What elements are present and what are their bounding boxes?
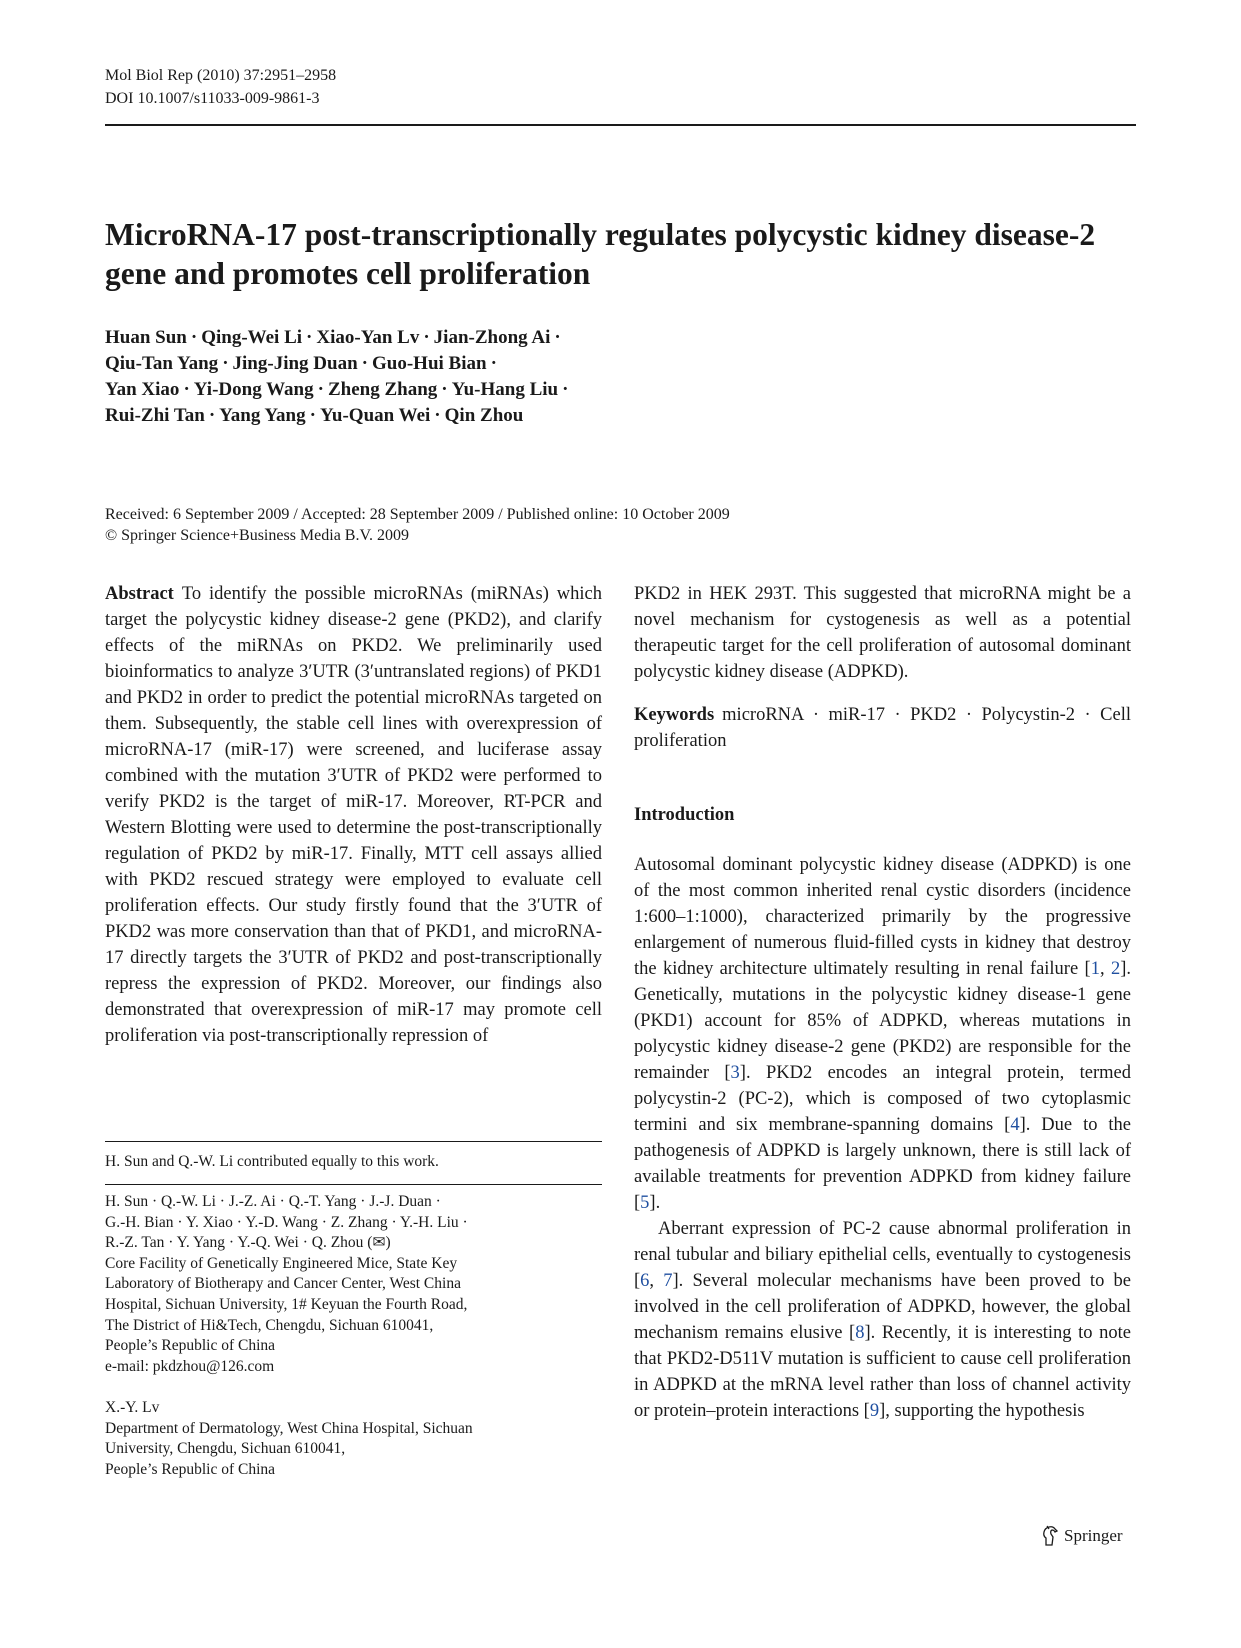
- author-name: Xiao-Yan Lv: [316, 327, 420, 348]
- author-separator: ·: [361, 353, 368, 374]
- author-separator: ·: [554, 327, 561, 348]
- footnote-rule: [105, 1184, 602, 1185]
- affiliation-line: G.-H. Bian · Y. Xiao · Y.-D. Wang · Z. Zhang · Y.-H. Liu ·: [105, 1213, 468, 1231]
- author-separator: ·: [309, 405, 316, 426]
- abstract-label: Abstract: [105, 584, 174, 604]
- introduction-heading: Introduction: [634, 805, 735, 825]
- author-name: Jing-Jing Duan: [232, 353, 358, 374]
- right-column: [634, 581, 1131, 1424]
- author-name: Yu-Hang Liu: [451, 379, 559, 400]
- reference-link[interactable]: 7: [663, 1271, 673, 1291]
- publisher-name: Springer: [1064, 1526, 1123, 1545]
- reference-link[interactable]: 2: [1110, 959, 1121, 979]
- author-name: Jian-Zhong Ai: [433, 327, 551, 348]
- author-separator: ·: [441, 379, 448, 400]
- author-name: Yi-Dong Wang: [193, 379, 314, 400]
- footnote-rule: [105, 1141, 602, 1142]
- publisher-logo: [1040, 1525, 1123, 1547]
- author-name: Yu-Quan Wei: [319, 405, 431, 426]
- author-separator: ·: [423, 327, 430, 348]
- author-name: Rui-Zhi Tan: [105, 405, 205, 426]
- journal-header: [105, 64, 336, 110]
- author-name: Yang Yang: [219, 405, 306, 426]
- affiliation-line: Department of Dermatology, West China Hospital, Sichuan: [105, 1419, 473, 1437]
- author-name: Huan Sun: [105, 327, 187, 348]
- reference-link[interactable]: 5: [640, 1193, 650, 1213]
- author-separator: ·: [306, 327, 313, 348]
- author-separator: ·: [183, 379, 190, 400]
- reference-link[interactable]: 4: [1010, 1115, 1020, 1135]
- author-separator: ·: [222, 353, 229, 374]
- affiliation-line: Hospital, Sichuan University, 1# Keyuan the Fourth Road,: [105, 1295, 468, 1313]
- reference-link[interactable]: 1: [1090, 959, 1100, 979]
- author-separator: ·: [490, 353, 497, 374]
- doi: DOI 10.1007/s11033-009-9861-3: [105, 90, 320, 107]
- author-name: Zheng Zhang: [327, 379, 438, 400]
- article-history: [105, 504, 1136, 546]
- affiliation-line: The District of Hi&Tech, Chengdu, Sichuan 610041,: [105, 1316, 434, 1334]
- author-name: Yan Xiao: [105, 379, 180, 400]
- reference-link[interactable]: 6: [640, 1271, 650, 1291]
- author-separator: ·: [434, 405, 441, 426]
- abstract-text-right: PKD2 in HEK 293T. This suggested that microRNA might be a novel mechanism for cystogenesis as well as a potential therapeutic target for the cell proliferation of autosomal dominant polycystic kidney disease (ADPKD).: [634, 584, 1131, 682]
- affiliation-line: University, Chengdu, Sichuan 610041,: [105, 1440, 346, 1458]
- affiliation-block-1: [105, 1192, 602, 1377]
- introduction-paragraph-1: Autosomal dominant polycystic kidney disease (ADPKD) is one of the most common inherited renal cystic disorders (incidence 1:600–1:1000), characterized primarily by the progressive enlargement of numerous fluid-filled cysts in kidney that destroy the kidney architecture ultimately resulting in renal failure [1, 2]. Genetically, mutations in the polycystic kidney disease-1 gene (PKD1) account for 85% of ADPKD, whereas mutations in polycystic kidney disease-2 gene (PKD2) are responsible for the remainder [3]. PKD2 encodes an integral protein, termed polycystin-2 (PC-2), which is composed of two cytoplasmic termini and six membrane-spanning domains [4]. Due to the pathogenesis of ADPKD is largely unknown, there is still lack of available treatments for prevention ADPKD from kidney failure [5].: [634, 855, 1131, 1213]
- author-separator: ·: [562, 379, 569, 400]
- affiliation-line: People’s Republic of China: [105, 1337, 276, 1355]
- copyright-line: © Springer Science+Business Media B.V. 2009: [105, 527, 409, 544]
- affiliation-line: Laboratory of Biotherapy and Cancer Center, West China: [105, 1275, 461, 1293]
- author-separator: ·: [317, 379, 324, 400]
- reference-link[interactable]: 8: [855, 1323, 865, 1343]
- author-name: Qiu-Tan Yang: [105, 353, 219, 374]
- affiliation-line: e-mail: pkdzhou@126.com: [105, 1357, 275, 1375]
- abstract-text-left: To identify the possible microRNAs (miRNAs) which target the polycystic kidney disease-2 gene (PKD2), and clarify effects of the miRNAs on PKD2. We preliminarily used bioinformatics to analyze 3′UTR (3′untranslated regions) of PKD1 and PKD2 in order to predict the potential microRNAs targeted on them. Subsequently, the stable cell lines with overexpression of microRNA-17 (miR-17) were screened, and luciferase assay combined with the mutation 3′UTR of PKD2 were performed to verify PKD2 is the target of miR-17. Moreover, RT-PCR and Western Blotting were used to determine the post-transcriptionally regulation of PKD2 by miR-17. Finally, MTT cell assays allied with PKD2 rescued strategy were employed to evaluate cell proliferation effects. Our study firstly found that the 3′UTR of PKD2 was more conservation than that of PKD1, and microRNA-17 directly targets the 3′UTR of PKD2 and post-transcriptionally repress the expression of PKD2. Moreover, our findings also demonstrated that overexpression of miR-17 may promote cell proliferation via post-transcriptionally repression of: [105, 584, 602, 1046]
- author-separator: ·: [208, 405, 216, 426]
- left-column: [105, 581, 602, 1049]
- affiliation-line: Core Facility of Genetically Engineered Mice, State Key: [105, 1254, 458, 1272]
- reference-link[interactable]: 9: [869, 1401, 880, 1421]
- keywords-paragraph: [634, 702, 1131, 754]
- header-rule: [105, 124, 1136, 126]
- affiliation-line: X.-Y. Lv: [105, 1399, 160, 1416]
- author-separator: ·: [190, 327, 198, 348]
- affiliation-line: People’s Republic of China: [105, 1460, 276, 1478]
- springer-horse-icon: [1040, 1525, 1060, 1547]
- affiliation-line: H. Sun · Q.-W. Li · J.-Z. Ai · Q.-T. Yang · J.-J. Duan ·: [105, 1193, 441, 1210]
- introduction-paragraph-2: Aberrant expression of PC-2 cause abnormal proliferation in renal tubular and biliary epithelial cells, eventually to cystogenesis [6, 7]. Several molecular mechanisms have been proved to be involved in the cell proliferation of ADPKD, however, the global mechanism remains elusive [8]. Recently, it is interesting to note that PKD2-D511V mutation is sufficient to cause cell proliferation in ADPKD at the mRNA level rather than loss of channel activity or protein–protein interactions [9], supporting the hypothesis: [634, 1219, 1131, 1421]
- article-title: MicroRNA-17 post-transcriptionally regulates polycystic kidney disease-2 gene and promotes cell proliferation: [105, 217, 1096, 291]
- journal-citation: Mol Biol Rep (2010) 37:2951–2958: [105, 67, 337, 84]
- affiliation-block-2: [105, 1398, 602, 1480]
- author-name: Guo-Hui Bian: [372, 353, 487, 374]
- reference-link[interactable]: 3: [730, 1063, 740, 1083]
- author-name: Qing-Wei Li: [201, 327, 303, 348]
- author-list: [105, 325, 1136, 429]
- affiliation-line: R.-Z. Tan · Y. Yang · Y.-Q. Wei · Q. Zhou (✉): [105, 1234, 391, 1252]
- abstract-paragraph: [105, 581, 602, 1049]
- dates-line: Received: 6 September 2009 / Accepted: 28 September 2009 / Published online: 10 October 2009: [105, 506, 730, 523]
- author-name: Qin Zhou: [444, 405, 524, 426]
- keywords-label: Keywords: [634, 705, 715, 725]
- footnote-equal-contribution: H. Sun and Q.-W. Li contributed equally to this work.: [105, 1153, 439, 1170]
- keywords-text: microRNA · miR-17 · PKD2 · Polycystin-2 · Cell proliferation: [634, 705, 1131, 751]
